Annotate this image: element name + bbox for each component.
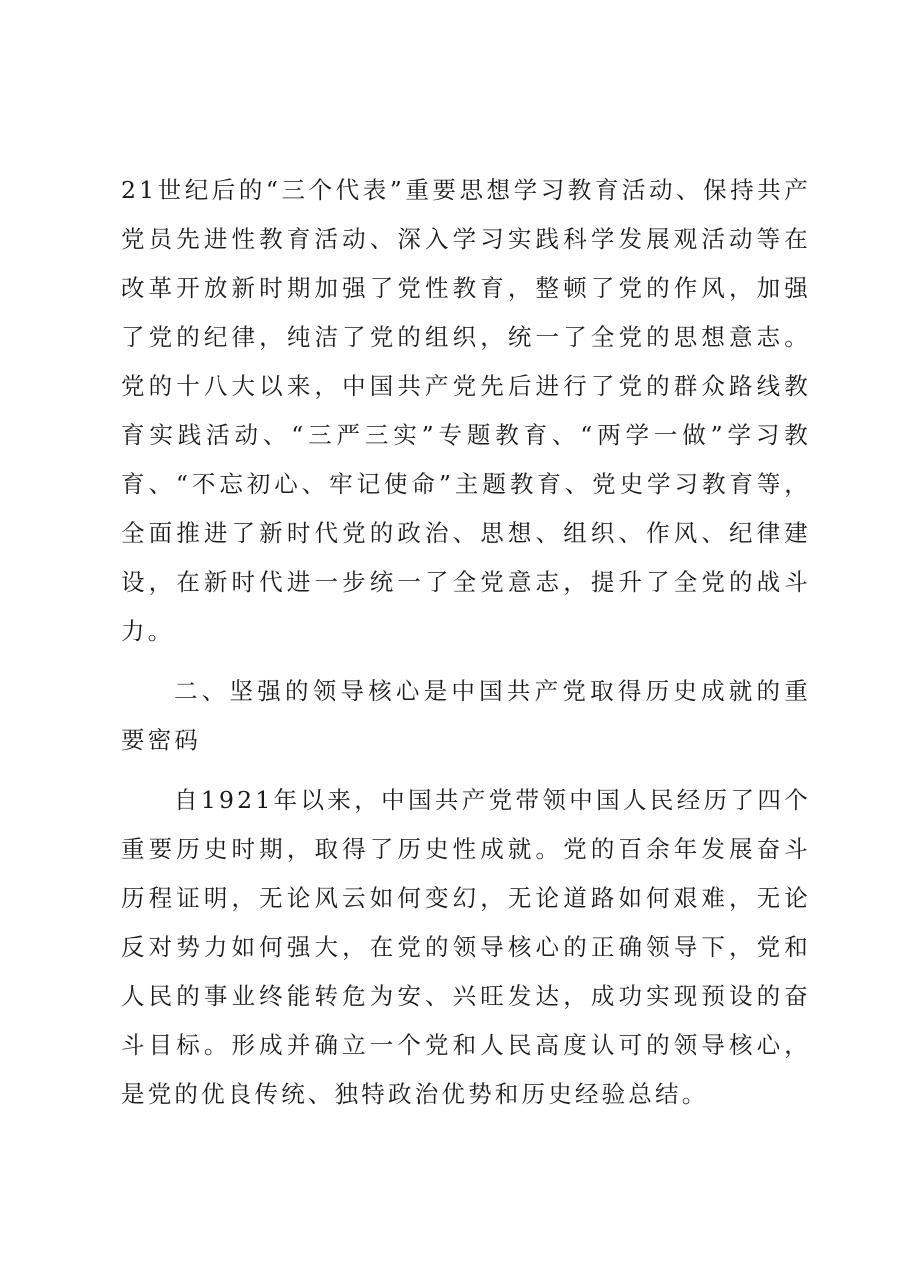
document-body <box>121 166 811 1119</box>
paragraph-continuation: 21世纪后的“三个代表”重要思想学习教育活动、保持共产党员先进性教育活动、深入学习实践科学发展观活动等在改革开放新时期加强了党性教育，整顿了党的作风，加强了党的纪律，纯洁了党的组织，统一了全党的思想意志。党的十八大以来，中国共产党先后进行了党的群众路线教育实践活动、“三严三实”专题教育、“两学一做”学习教育、“不忘初心、牢记使命”主题教育、党史学习教育等，全面推进了新时代党的政治、思想、组织、作风、纪律建设，在新时代进一步统一了全党意志，提升了全党的战斗力。 <box>121 176 811 645</box>
section-heading: 二、坚强的领导核心是中国共产党取得历史成就的重要密码 <box>121 677 811 754</box>
paragraph-body: 自1921年以来，中国共产党带领中国人民经历了四个重要历史时期，取得了历史性成就。党的百余年发展奋斗历程证明，无论风云如何变幻，无论道路如何艰难，无论反对势力如何强大，在党的领导核心的正确领导下，党和人民的事业终能转危为安、兴旺发达，成功实现预设的奋斗目标。形成并确立一个党和人民高度认可的领导核心，是党的优良传统、独特政治优势和历史经验总结。 <box>121 786 811 1108</box>
